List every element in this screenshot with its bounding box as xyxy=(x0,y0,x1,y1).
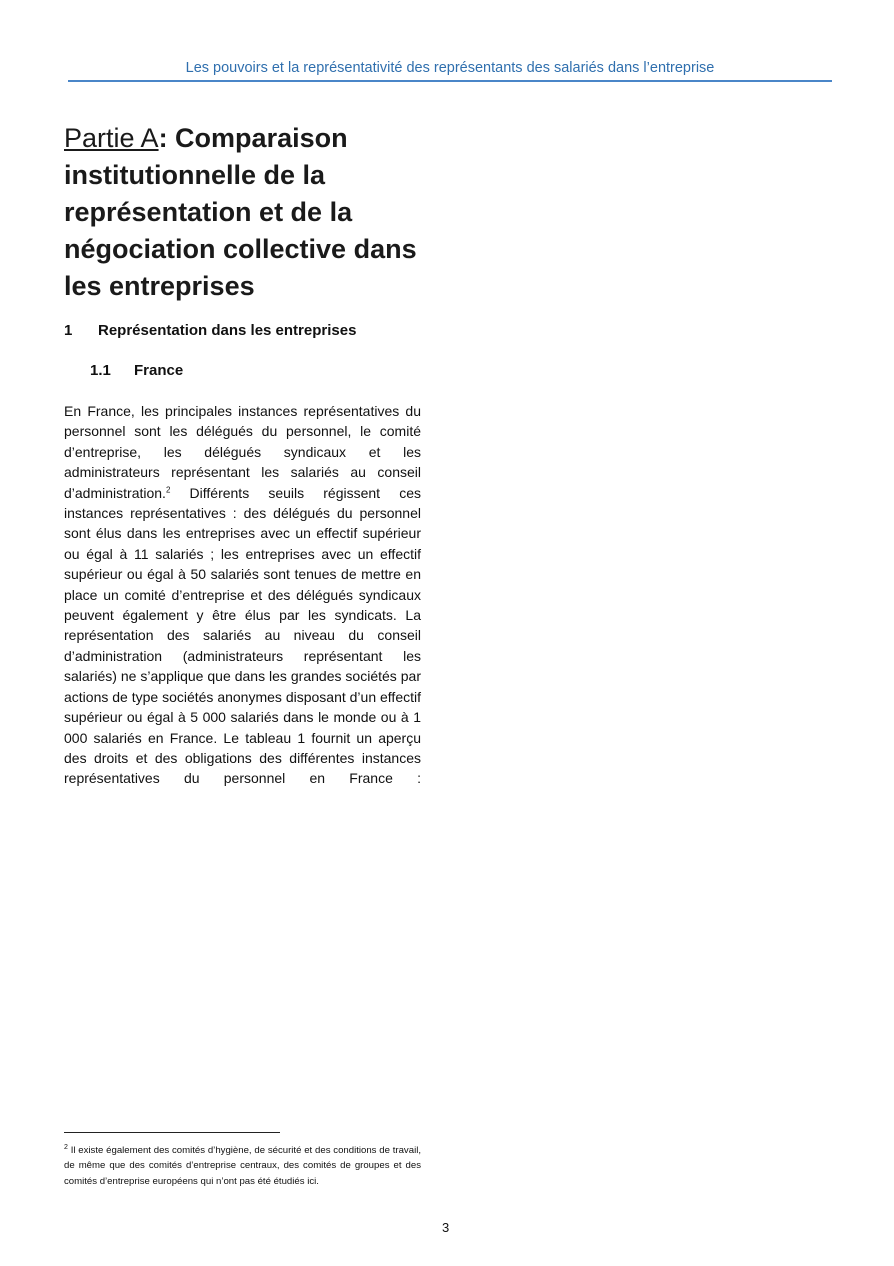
subsection-heading xyxy=(90,362,183,379)
paragraph-part-2: Différents seuils régissent ces instances représentatives : des délégués du personnel sont élus dans les entreprises avec un effectif supérieur ou égal à 11 salariés ; les entreprises avec un effectif supérieur ou égal à 50 salariés sont tenues de mettre en place un comité d’entreprise et des délégués syndicaux peuvent également y être élus par les syndicats. La représentation des salariés au niveau du conseil d’administration (administrateurs représentant les salariés) ne s’applique que dans les grandes sociétés par actions de type sociétés anonymes disposant d’un effectif supérieur ou égal à 5 000 salariés dans le monde ou à 1 000 salariés en France. Le tableau 1 fournit un aperçu des droits et des obligations des différentes instances représentatives du personnel en France : xyxy=(64,484,421,787)
footnote xyxy=(64,1140,421,1189)
page-number: 3 xyxy=(442,1220,450,1235)
section-heading xyxy=(64,322,356,339)
subsection-number: 1.1 xyxy=(90,362,111,379)
title-part-label: Partie A xyxy=(64,123,159,153)
body-paragraph xyxy=(64,401,421,789)
section-title: Représentation dans les entreprises xyxy=(98,322,357,339)
header-rule xyxy=(68,80,832,82)
section-number: 1 xyxy=(64,322,73,339)
paragraph-part-1: En France, les principales instances représentatives du personnel sont les délégués du personnel, le comité d’entreprise, les délégués syndicaux et les administrateurs représentant les salariés au conseil d’administration. xyxy=(64,403,421,501)
footnote-reference[interactable]: 2 xyxy=(165,484,171,494)
page-title xyxy=(64,120,434,305)
footnote-text: Il existe également des comités d’hygiène, de sécurité et des conditions de travail, de même que des comités d’entreprise centraux, des comités de groupes et des comités d’entreprise européens qui n’ont pas été étudiés ici. xyxy=(64,1145,421,1187)
title-text: : Comparaison institutionnelle de la représentation et de la négociation collective dans les entreprises xyxy=(64,123,417,301)
running-header: Les pouvoirs et la représentativité des représentants des salariés dans l’entreprise xyxy=(185,60,715,76)
footnote-separator xyxy=(64,1132,280,1133)
subsection-title: France xyxy=(134,362,184,379)
footnote-number: 2 xyxy=(64,1144,68,1151)
